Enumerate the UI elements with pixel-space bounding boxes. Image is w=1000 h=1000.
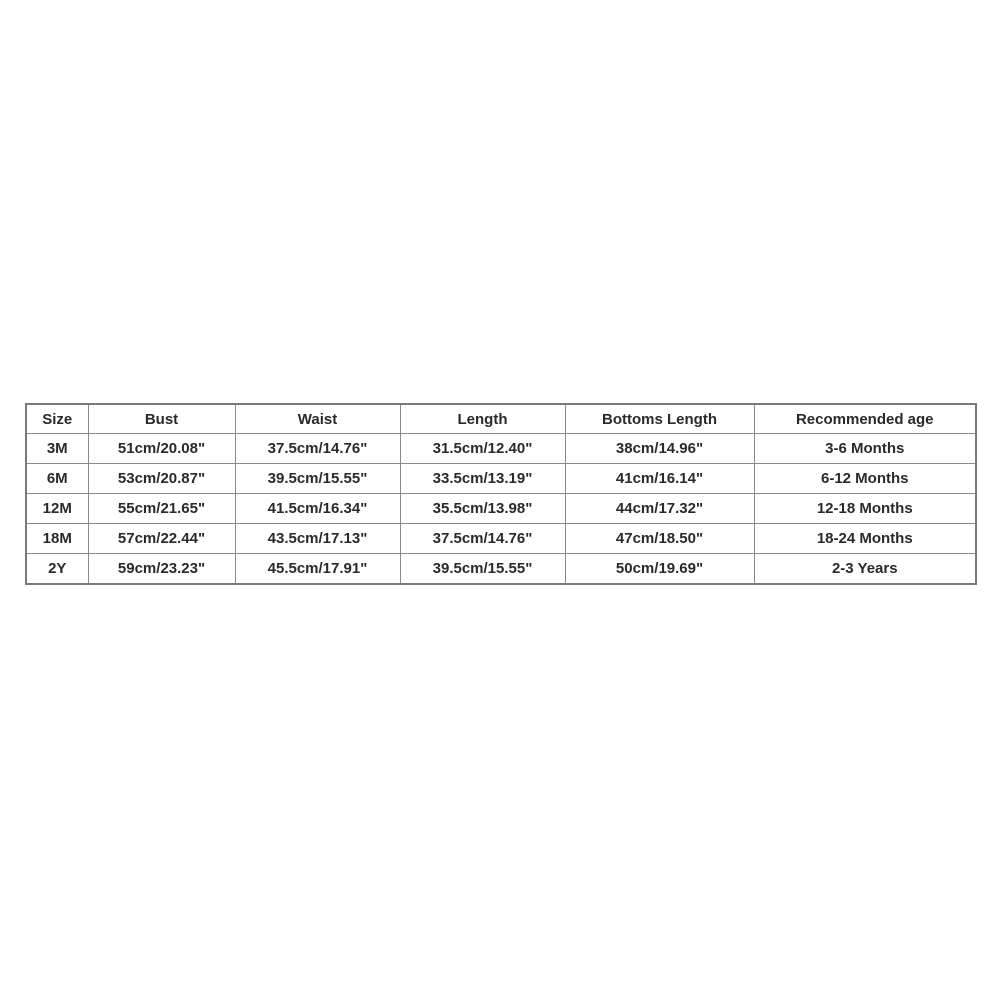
- cell-recommended-age: 18-24 Months: [754, 524, 976, 554]
- header-bottoms-length: Bottoms Length: [565, 404, 754, 434]
- header-recommended-age: Recommended age: [754, 404, 976, 434]
- header-waist: Waist: [235, 404, 400, 434]
- cell-waist: 43.5cm/17.13": [235, 524, 400, 554]
- cell-bottoms-length: 50cm/19.69": [565, 554, 754, 585]
- table-row: [26, 434, 976, 464]
- cell-length: 37.5cm/14.76": [400, 524, 565, 554]
- header-size: Size: [26, 404, 88, 434]
- cell-length: 31.5cm/12.40": [400, 434, 565, 464]
- size-chart-table: [25, 403, 977, 585]
- cell-bottoms-length: 44cm/17.32": [565, 494, 754, 524]
- cell-waist: 37.5cm/14.76": [235, 434, 400, 464]
- header-length: Length: [400, 404, 565, 434]
- cell-size: 2Y: [26, 554, 88, 585]
- cell-waist: 39.5cm/15.55": [235, 464, 400, 494]
- cell-waist: 45.5cm/17.91": [235, 554, 400, 585]
- table-row: [26, 524, 976, 554]
- cell-waist: 41.5cm/16.34": [235, 494, 400, 524]
- cell-bust: 55cm/21.65": [88, 494, 235, 524]
- cell-size: 6M: [26, 464, 88, 494]
- cell-bust: 57cm/22.44": [88, 524, 235, 554]
- cell-bust: 59cm/23.23": [88, 554, 235, 585]
- cell-length: 33.5cm/13.19": [400, 464, 565, 494]
- table-row: [26, 554, 976, 585]
- cell-recommended-age: 6-12 Months: [754, 464, 976, 494]
- header-bust: Bust: [88, 404, 235, 434]
- cell-size: 12M: [26, 494, 88, 524]
- cell-length: 39.5cm/15.55": [400, 554, 565, 585]
- cell-recommended-age: 2-3 Years: [754, 554, 976, 585]
- header-row: [26, 404, 976, 434]
- cell-bottoms-length: 38cm/14.96": [565, 434, 754, 464]
- cell-recommended-age: 12-18 Months: [754, 494, 976, 524]
- cell-bust: 53cm/20.87": [88, 464, 235, 494]
- table-row: [26, 464, 976, 494]
- cell-bottoms-length: 41cm/16.14": [565, 464, 754, 494]
- cell-bottoms-length: 47cm/18.50": [565, 524, 754, 554]
- cell-recommended-age: 3-6 Months: [754, 434, 976, 464]
- cell-size: 18M: [26, 524, 88, 554]
- cell-size: 3M: [26, 434, 88, 464]
- table-row: [26, 494, 976, 524]
- cell-length: 35.5cm/13.98": [400, 494, 565, 524]
- cell-bust: 51cm/20.08": [88, 434, 235, 464]
